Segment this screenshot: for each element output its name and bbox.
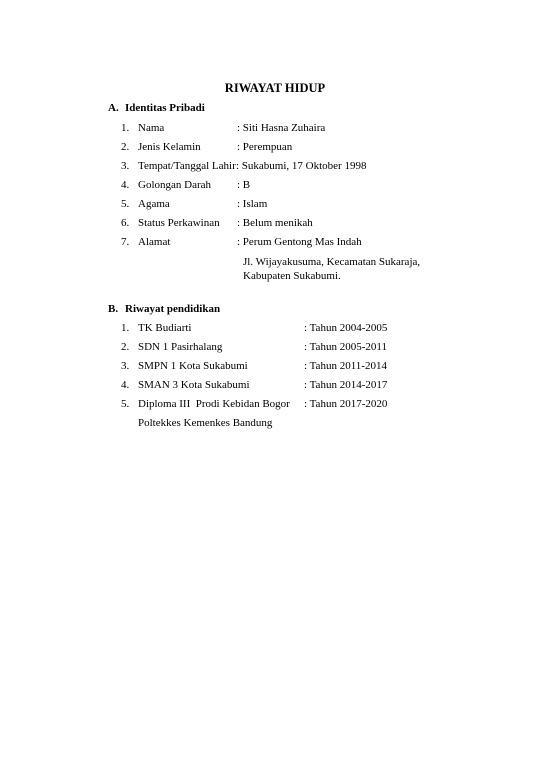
- identity-item-2-label: Jenis Kelamin: [138, 141, 201, 153]
- education-item-1-year: : Tahun 2004-2005: [304, 322, 388, 334]
- identity-item-4-label: Golongan Darah: [138, 179, 212, 191]
- identity-item-5-number: 5.: [121, 198, 130, 210]
- education-item-2-number: 2.: [121, 341, 130, 353]
- identity-item-1-value: : Siti Hasna Zuhaira: [237, 122, 326, 134]
- education-item-5-continuation: Poltekkes Kemenkes Bandung: [138, 417, 273, 429]
- education-item-4-school: SMAN 3 Kota Sukabumi: [138, 379, 250, 391]
- section-a-heading: Identitas Pribadi: [125, 102, 205, 114]
- section-b-heading: Riwayat pendidikan: [125, 303, 221, 315]
- identity-item-7-number: 7.: [121, 236, 130, 248]
- identity-item-1-label: Nama: [138, 122, 165, 134]
- identity-item-3-value: : Sukabumi, 17 Oktober 1998: [236, 160, 367, 172]
- education-item-2-school: SDN 1 Pasirhalang: [138, 341, 223, 353]
- identity-item-3-label: Tempat/Tanggal Lahir: [138, 160, 236, 172]
- education-item-2-year: : Tahun 2005-2011: [304, 341, 387, 353]
- address-line-3: Kabupaten Sukabumi.: [243, 270, 341, 282]
- identity-item-7-label: Alamat: [138, 236, 171, 248]
- education-item-3-number: 3.: [121, 360, 130, 372]
- education-item-4-year: : Tahun 2014-2017: [304, 379, 388, 391]
- education-item-5-year: : Tahun 2017-2020: [304, 398, 388, 410]
- identity-item-5-label: Agama: [138, 198, 170, 210]
- identity-item-1-number: 1.: [121, 122, 130, 134]
- education-item-3-year: : Tahun 2011-2014: [304, 360, 387, 372]
- identity-item-6-value: : Belum menikah: [237, 217, 313, 229]
- identity-item-7-value: : Perum Gentong Mas Indah: [237, 236, 362, 248]
- identity-item-3-number: 3.: [121, 160, 130, 172]
- education-item-4-number: 4.: [121, 379, 130, 391]
- education-item-5-school: Diploma III Prodi Kebidan Bogor: [138, 398, 290, 410]
- education-item-1-school: TK Budiarti: [138, 322, 192, 334]
- identity-item-2-number: 2.: [121, 141, 130, 153]
- identity-item-2-value: : Perempuan: [237, 141, 293, 153]
- identity-item-4-number: 4.: [121, 179, 130, 191]
- section-b-letter: B.: [108, 303, 119, 315]
- education-item-5-number: 5.: [121, 398, 130, 410]
- section-a-letter: A.: [108, 102, 119, 114]
- page-title: RIWAYAT HIDUP: [224, 81, 326, 95]
- address-line-2: Jl. Wijayakusuma, Kecamatan Sukaraja,: [243, 256, 421, 268]
- identity-item-5-value: : Islam: [237, 198, 268, 210]
- identity-item-4-value: : B: [237, 179, 251, 191]
- education-item-3-school: SMPN 1 Kota Sukabumi: [138, 360, 248, 372]
- identity-item-6-label: Status Perkawinan: [138, 217, 220, 229]
- education-item-1-number: 1.: [121, 322, 130, 334]
- identity-item-6-number: 6.: [121, 217, 130, 229]
